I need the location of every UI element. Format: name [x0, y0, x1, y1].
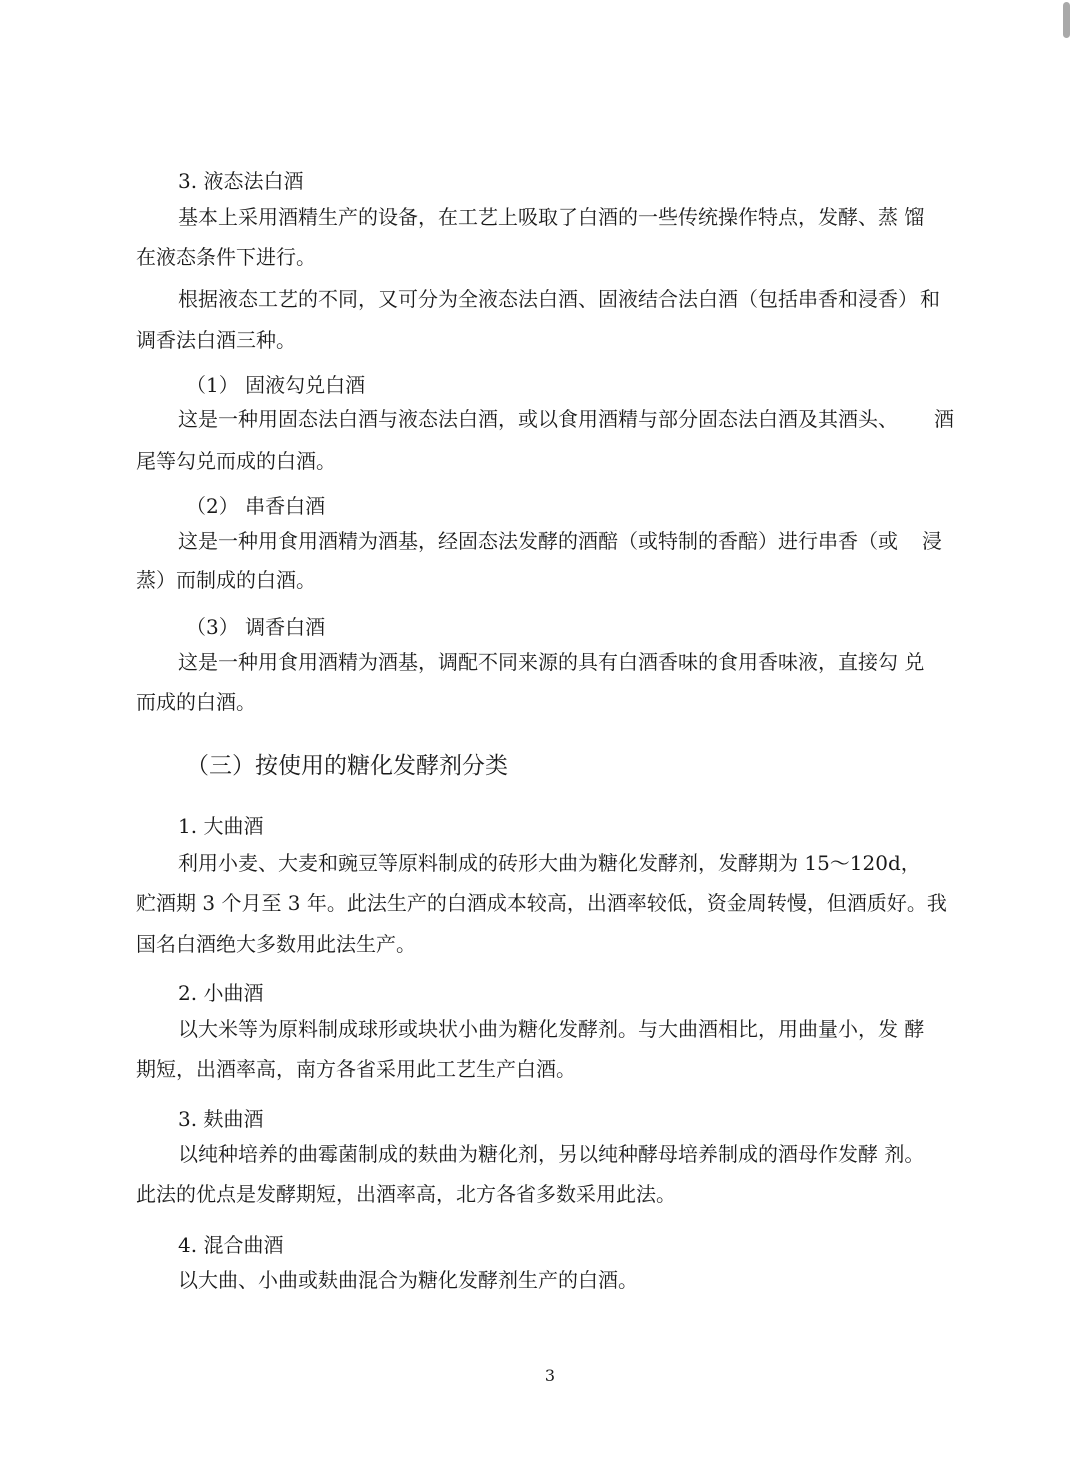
paragraph-line — [178, 405, 954, 433]
subsection-title: （1） 固液勾兑白酒 — [186, 373, 366, 397]
section-title: 1. 大曲酒 — [178, 814, 264, 838]
paragraph-line: 蒸）而制成的白酒。 — [136, 568, 316, 592]
paragraph-line: 尾等勾兑而成的白酒。 — [136, 449, 336, 473]
page-number: 3 — [544, 1366, 556, 1385]
section-heading: （三）按使用的糖化发酵剂分类 — [186, 753, 508, 779]
paragraph-line: 而成的白酒。 — [136, 690, 256, 714]
paragraph-line: 以大米等为原料制成球形或块状小曲为糖化发酵剂。与大曲酒相比，用曲量小，发 酵 — [178, 1017, 925, 1041]
paragraph-line: 在液态条件下进行。 — [136, 245, 316, 269]
text-segment: 这是一种用固态法白酒与液态法白酒，或以食用酒精与部分固态法白酒及其酒头、 — [178, 407, 898, 431]
text-segment: 酒 — [934, 407, 954, 431]
subsection-title: （3） 调香白酒 — [186, 615, 326, 639]
text-segment: 这是一种用食用酒精为酒基，经固态法发酵的酒醅（或特制的香醅）进行串香（或 — [178, 529, 898, 553]
paragraph-line: 调香法白酒三种。 — [136, 328, 296, 352]
paragraph-line: 此法的优点是发酵期短，出酒率高，北方各省多数采用此法。 — [136, 1182, 676, 1206]
section-title: 3. 麸曲酒 — [178, 1107, 264, 1131]
paragraph-line: 这是一种用食用酒精为酒基，调配不同来源的具有白酒香味的食用香味液，直接勾 兑 — [178, 650, 925, 674]
text-segment: 根据液态工艺的不同，又可分为全液态法白酒、固液结合法白酒（包括串香和浸香） — [178, 287, 918, 311]
paragraph-line: 以纯种培养的曲霉菌制成的麸曲为糖化剂，另以纯种酵母培养制成的酒母作发酵 剂。 — [178, 1142, 925, 1166]
paragraph-line: 国名白酒绝大多数用此法生产。 — [136, 932, 416, 956]
section-title: 4. 混合曲酒 — [178, 1233, 284, 1257]
section-title: 2. 小曲酒 — [178, 981, 264, 1005]
paragraph-line: 以大曲、小曲或麸曲混合为糖化发酵剂生产的白酒。 — [178, 1268, 638, 1292]
paragraph-line — [178, 527, 942, 555]
paragraph-line — [178, 285, 940, 313]
paragraph-line: 基本上采用酒精生产的设备，在工艺上吸取了白酒的一些传统操作特点，发酵、蒸 馏 — [178, 205, 925, 229]
text-segment: 和 — [920, 287, 940, 311]
paragraph-line: 期短，出酒率高，南方各省采用此工艺生产白酒。 — [136, 1057, 576, 1081]
paragraph-line: 贮酒期 3 个月至 3 年。此法生产的白酒成本较高，出酒率较低，资金周转慢，但酒质好。我 — [136, 891, 947, 915]
paragraph-line: 利用小麦、大麦和豌豆等原料制成的砖形大曲为糖化发酵剂，发酵期为 15～120d， — [178, 851, 921, 875]
text-segment: 浸 — [922, 529, 942, 553]
section-title: 3. 液态法白酒 — [178, 169, 304, 193]
subsection-title: （2） 串香白酒 — [186, 494, 326, 518]
